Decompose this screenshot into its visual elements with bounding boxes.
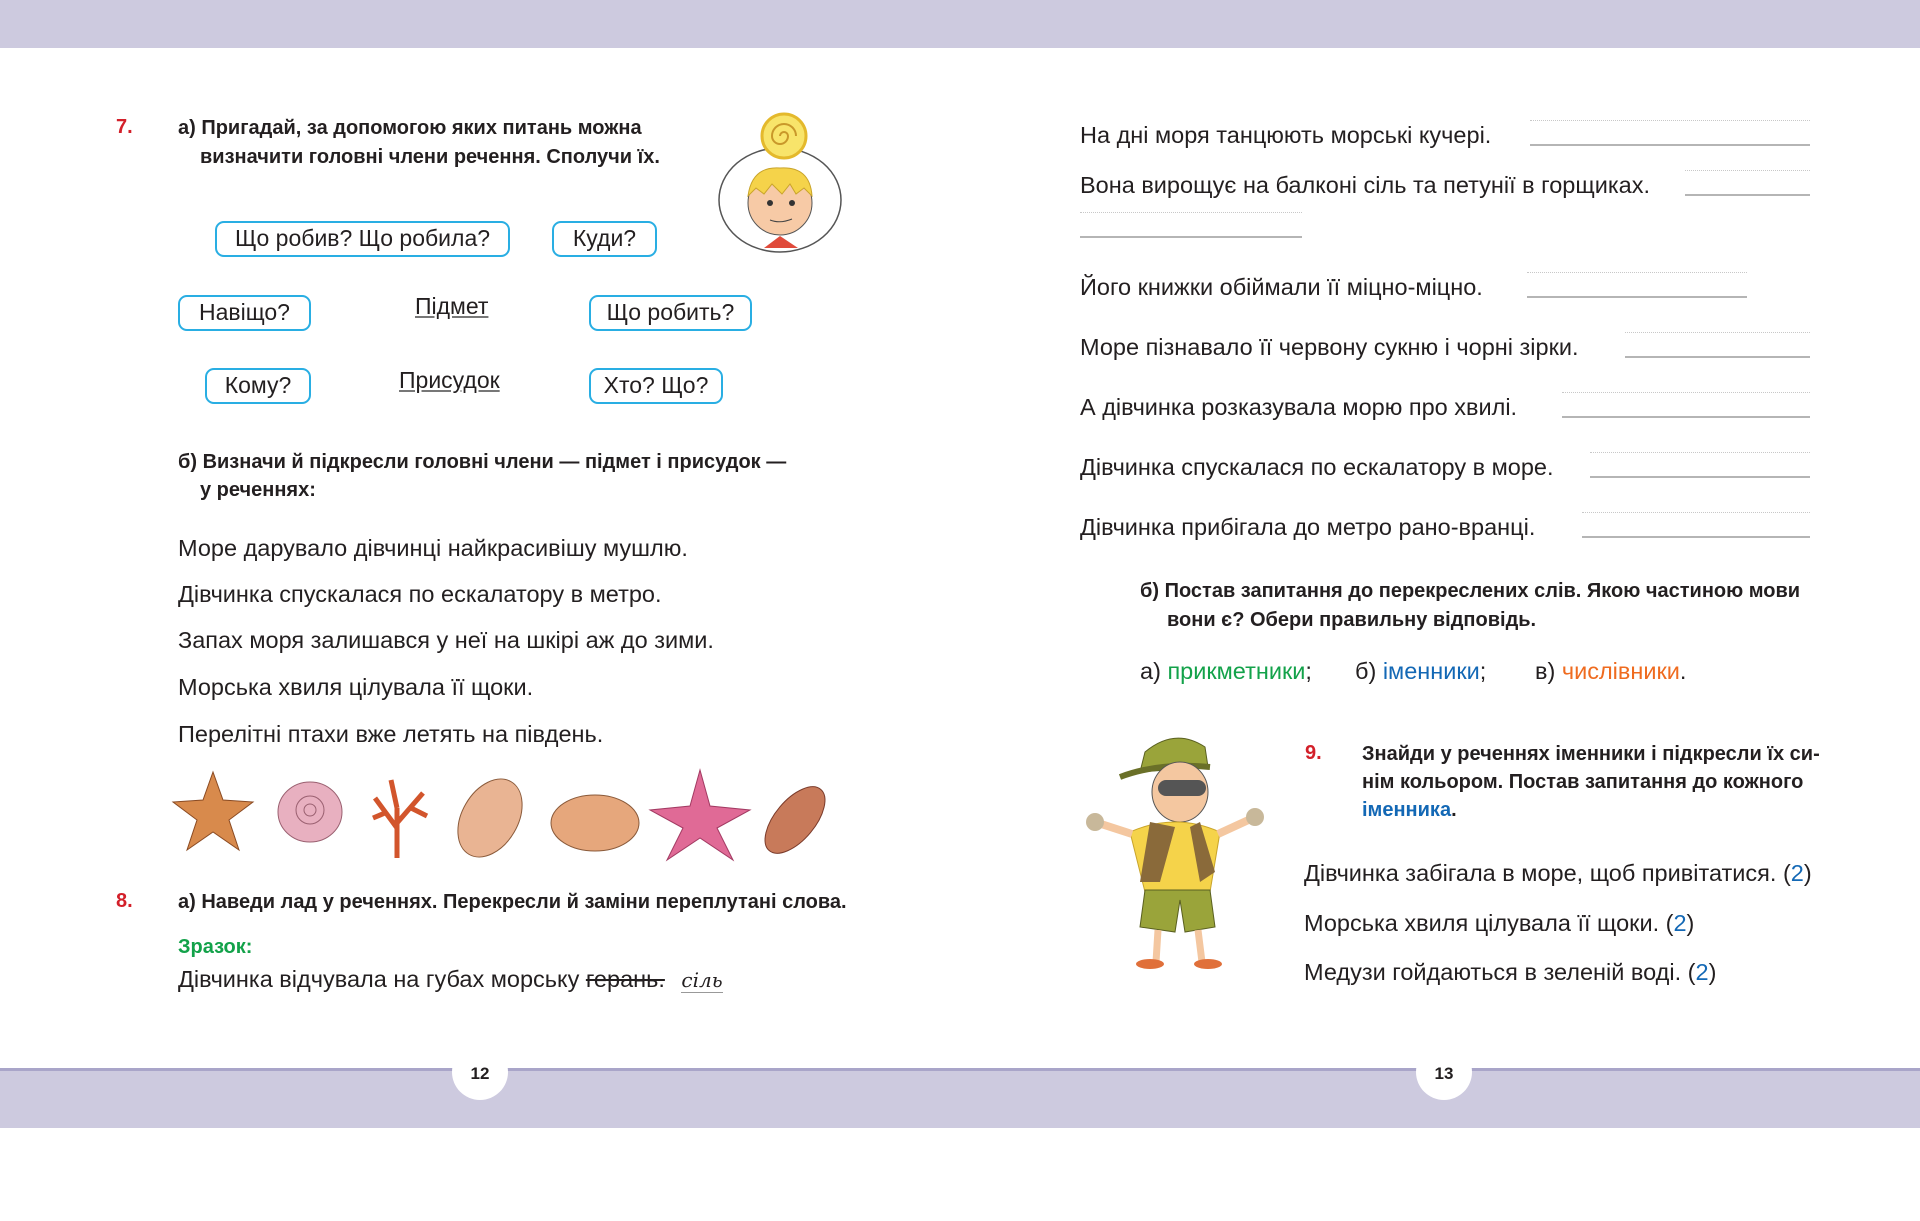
answer-line[interactable] xyxy=(1562,416,1810,418)
answer-line[interactable] xyxy=(1590,476,1810,478)
page-number-left: 12 xyxy=(452,1044,508,1100)
exercise-8-number: 8. xyxy=(116,890,133,912)
ex8-sentence: Дівчинка спускалася по ескалатору в море. xyxy=(1080,454,1554,480)
paren: ) xyxy=(1708,959,1717,985)
ex8-a-instruction: а) Наведи лад у реченнях. Перекресли й заміни переплутані слова. xyxy=(178,891,847,913)
explorer-boy-illustration xyxy=(1080,722,1300,972)
question-box-where[interactable]: Куди? xyxy=(552,221,657,257)
option-suffix: . xyxy=(1679,658,1687,684)
ex9-sentence xyxy=(1304,860,1812,887)
option-word: числівники xyxy=(1561,658,1680,684)
ex7-sentence: Морська хвиля цілувала її щоки. xyxy=(178,674,534,700)
snail-shell-icon xyxy=(278,782,342,842)
answer-line[interactable] xyxy=(1685,194,1810,196)
crossed-word: герань. xyxy=(585,966,665,992)
ex8-sentence: А дівчинка розказувала морю про хвилі. xyxy=(1080,394,1518,420)
exercise-9-number: 9. xyxy=(1305,742,1322,764)
handwritten-correction: сіль xyxy=(681,968,723,992)
ex9-instruction-line3 xyxy=(1362,796,1457,824)
sentence-text: Медузи гойдаються в зеленій воді. ( xyxy=(1304,959,1696,985)
paren: ) xyxy=(1803,860,1812,886)
top-band xyxy=(0,0,1920,48)
pink-starfish-icon xyxy=(650,770,750,860)
option-c[interactable] xyxy=(1535,658,1686,685)
noun-count: 2 xyxy=(1673,910,1687,936)
answer-dotted-line xyxy=(1625,332,1810,333)
answer-line[interactable] xyxy=(1530,144,1810,146)
answer-dotted-line xyxy=(1530,120,1810,121)
answer-dotted-line xyxy=(1590,452,1810,453)
answer-dotted-line xyxy=(1562,392,1810,393)
sample-label: Зразок: xyxy=(178,936,253,958)
noun-count: 2 xyxy=(1790,860,1804,886)
ex7-a-instruction-line2: визначити головні члени речення. Сполучи їх. xyxy=(200,146,660,168)
option-prefix: б) xyxy=(1355,658,1383,684)
sample-sentence xyxy=(178,966,723,993)
ex8-b-instruction-line1: б) Постав запитання до перекреслених слів. Якою частиною мови xyxy=(1140,580,1801,602)
question-box-what-does[interactable]: Що робить? xyxy=(589,295,752,331)
sentence-text: Морська хвиля цілувала її щоки. ( xyxy=(1304,910,1674,936)
page-number-right: 13 xyxy=(1416,1044,1472,1100)
answer-line[interactable] xyxy=(1080,236,1302,238)
noun-count: 2 xyxy=(1695,959,1709,985)
cone-shell-icon xyxy=(445,768,535,863)
sample-sentence-text: Дівчинка відчувала на губах морську xyxy=(178,966,580,992)
answer-dotted-line xyxy=(1080,212,1302,213)
ex8-sentence: Його книжки обіймали її міцно-міцно. xyxy=(1080,274,1483,300)
option-b[interactable] xyxy=(1355,658,1486,685)
ex8-sentence: Море пізнавало її червону сукню і чорні зірки. xyxy=(1080,334,1579,360)
ex8-sentence: Дівчинка прибігала до метро рано-вранці. xyxy=(1080,514,1536,540)
scallop-shell-icon xyxy=(551,795,639,851)
term-predicate[interactable]: Присудок xyxy=(399,367,500,393)
bottom-band xyxy=(0,1068,1920,1128)
question-box-why[interactable]: Навіщо? xyxy=(178,295,311,331)
exercise-7-number: 7. xyxy=(116,116,133,138)
starfish-icon xyxy=(173,772,253,850)
term-subject[interactable]: Підмет xyxy=(415,293,489,319)
answer-dotted-line xyxy=(1527,272,1747,273)
ex9-instruction-line2: нім кольором. Постав запитання до кожного xyxy=(1362,771,1804,793)
ex7-b-instruction-line1: б) Визначи й підкресли головні члени — підмет і присудок — xyxy=(178,451,787,473)
ex9-sentence xyxy=(1304,910,1694,937)
question-box-what-did[interactable]: Що робив? Що робила? xyxy=(215,221,510,257)
ex7-sentence: Запах моря залишався у неї на шкірі аж до зими. xyxy=(178,627,714,653)
ex8-sentence: На дні моря танцюють морські кучері. xyxy=(1080,122,1492,148)
option-prefix: а) xyxy=(1140,658,1168,684)
ex8-b-instruction-line2: вони є? Обери правильну відповідь. xyxy=(1167,609,1537,631)
answer-line[interactable] xyxy=(1527,296,1747,298)
punctuation: . xyxy=(1451,799,1457,821)
ex7-sentence: Море дарувало дівчинці найкрасивішу мушлю. xyxy=(178,535,688,561)
question-box-who-what[interactable]: Хто? Що? xyxy=(589,368,723,404)
coral-icon xyxy=(373,780,427,858)
question-box-to-whom[interactable]: Кому? xyxy=(205,368,311,404)
option-a[interactable] xyxy=(1140,658,1312,685)
answer-dotted-line xyxy=(1685,170,1810,171)
thinking-boy-illustration xyxy=(712,108,852,258)
answer-dotted-line xyxy=(1582,512,1810,513)
option-suffix: ; xyxy=(1479,658,1487,684)
ex9-instruction-line1: Знайди у реченнях іменники і підкресли їх си- xyxy=(1362,743,1820,765)
ex7-b-instruction-line2: у реченнях: xyxy=(200,479,316,501)
option-word: прикметники xyxy=(1167,658,1306,684)
ex7-sentence: Перелітні птахи вже летять на південь. xyxy=(178,721,604,747)
ex8-sentence: Вона вирощує на балконі сіль та петунії в горщиках. xyxy=(1080,172,1650,198)
spiral-shell-icon xyxy=(754,777,835,863)
sentence-text: Дівчинка забігала в море, щоб привітатися. ( xyxy=(1304,860,1791,886)
option-word: іменники xyxy=(1382,658,1480,684)
ex7-sentence: Дівчинка спускалася по ескалатору в метро. xyxy=(178,581,662,607)
option-suffix: ; xyxy=(1305,658,1312,684)
answer-line[interactable] xyxy=(1582,536,1810,538)
answer-line[interactable] xyxy=(1625,356,1810,358)
ex7-a-instruction-line1: а) Пригадай, за допомогою яких питань можна xyxy=(178,117,642,139)
paren: ) xyxy=(1686,910,1695,936)
ex9-sentence xyxy=(1304,959,1716,986)
highlighted-word: іменника xyxy=(1362,799,1452,821)
option-prefix: в) xyxy=(1535,658,1562,684)
seashells-illustration xyxy=(165,768,835,863)
